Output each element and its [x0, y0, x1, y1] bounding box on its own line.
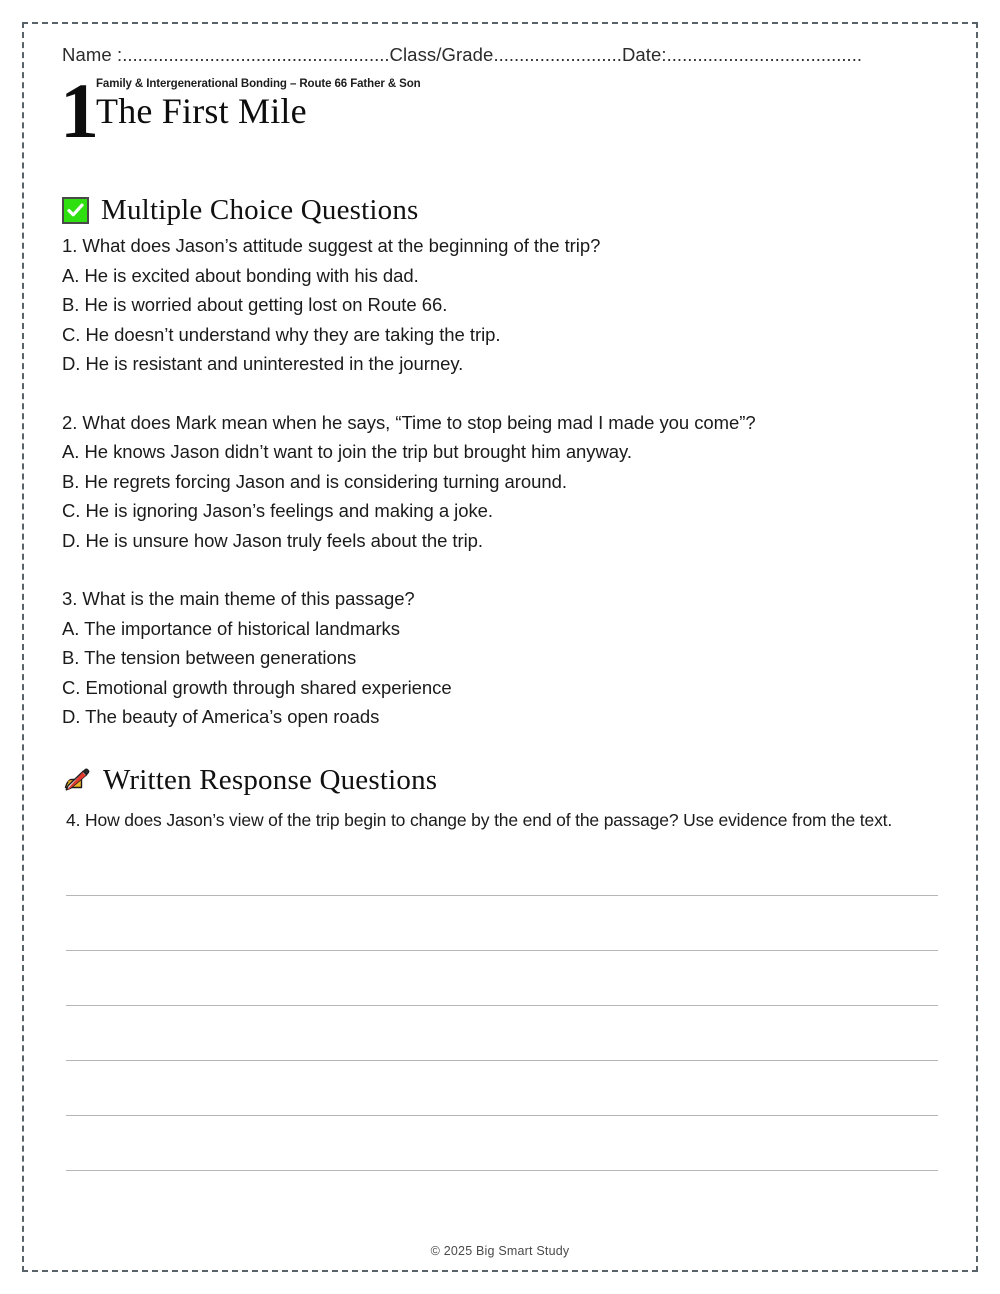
- section-header-written-response: [60, 763, 940, 796]
- worksheet-dashed-frame: [22, 22, 978, 1272]
- answer-option-d[interactable]: D. He is unsure how Jason truly feels about the trip.: [62, 529, 484, 551]
- answer-option-c[interactable]: C. He doesn’t understand why they are taking the trip.: [62, 323, 501, 345]
- lesson-title-block: [60, 67, 940, 154]
- class-grade-label: Class/Grade: [389, 44, 494, 65]
- lesson-subtitle: Family & Intergenerational Bonding – Route 66 Father & Son: [96, 78, 421, 90]
- answer-option-c[interactable]: C. Emotional growth through shared experience: [62, 676, 452, 698]
- worksheet-content: [60, 44, 940, 1270]
- answer-lines-area[interactable]: [60, 858, 940, 1171]
- answer-option-a[interactable]: A. He is excited about bonding with his dad.: [62, 264, 419, 286]
- green-checkbox-icon: [62, 197, 89, 224]
- page-title: The First Mile: [96, 90, 307, 131]
- question-prompt: 2. What does Mark mean when he says, “Time to stop being mad I made you come”?: [62, 411, 756, 433]
- multiple-choice-question-list: [60, 231, 940, 732]
- student-info-row: [60, 44, 940, 66]
- answer-line[interactable]: [66, 951, 938, 1006]
- question-prompt: 3. What is the main theme of this passage?: [62, 588, 415, 609]
- class-grade-fill-line[interactable]: .........................: [493, 44, 622, 65]
- lesson-number: 1: [60, 67, 99, 154]
- written-response-prompt: 4. How does Jason’s view of the trip begin to change by the end of the passage? Use evidence from the text.: [66, 809, 893, 830]
- date-label: Date:: [621, 44, 667, 65]
- footer-copyright: © 2025 Big Smart Study: [430, 1244, 570, 1258]
- lesson-title-text: [96, 78, 421, 131]
- answer-option-b[interactable]: B. He is worried about getting lost on Route 66.: [62, 294, 448, 315]
- date-fill-line[interactable]: ......................................: [666, 44, 862, 65]
- answer-option-a[interactable]: A. The importance of historical landmarks: [62, 617, 400, 639]
- name-fill-line[interactable]: ....................................................: [122, 44, 390, 65]
- answer-option-d[interactable]: D. The beauty of America’s open roads: [62, 706, 380, 727]
- question-block: [62, 231, 940, 379]
- answer-option-b[interactable]: B. The tension between generations: [62, 647, 357, 668]
- section-header-multiple-choice: [60, 196, 940, 225]
- answer-line[interactable]: [66, 1006, 938, 1061]
- answer-line[interactable]: [66, 858, 938, 896]
- section-title-written-response: Written Response Questions: [103, 763, 438, 796]
- answer-option-a[interactable]: A. He knows Jason didn’t want to join the trip but brought him anyway.: [62, 441, 632, 462]
- section-title-multiple-choice: Multiple Choice Questions: [101, 194, 419, 226]
- question-prompt: 1. What does Jason’s attitude suggest at the beginning of the trip?: [62, 235, 601, 256]
- name-label: Name :: [62, 44, 123, 65]
- question-block: [62, 408, 940, 556]
- answer-option-d[interactable]: D. He is resistant and uninterested in the journey.: [62, 353, 464, 374]
- answer-line[interactable]: [66, 1061, 938, 1116]
- answer-option-b[interactable]: B. He regrets forcing Jason and is considering turning around.: [62, 470, 567, 492]
- writing-hand-icon: [62, 767, 91, 796]
- question-block: [62, 584, 940, 732]
- answer-line[interactable]: [66, 1116, 938, 1171]
- answer-option-c[interactable]: C. He is ignoring Jason’s feelings and making a joke.: [62, 500, 493, 521]
- answer-line[interactable]: [66, 896, 938, 951]
